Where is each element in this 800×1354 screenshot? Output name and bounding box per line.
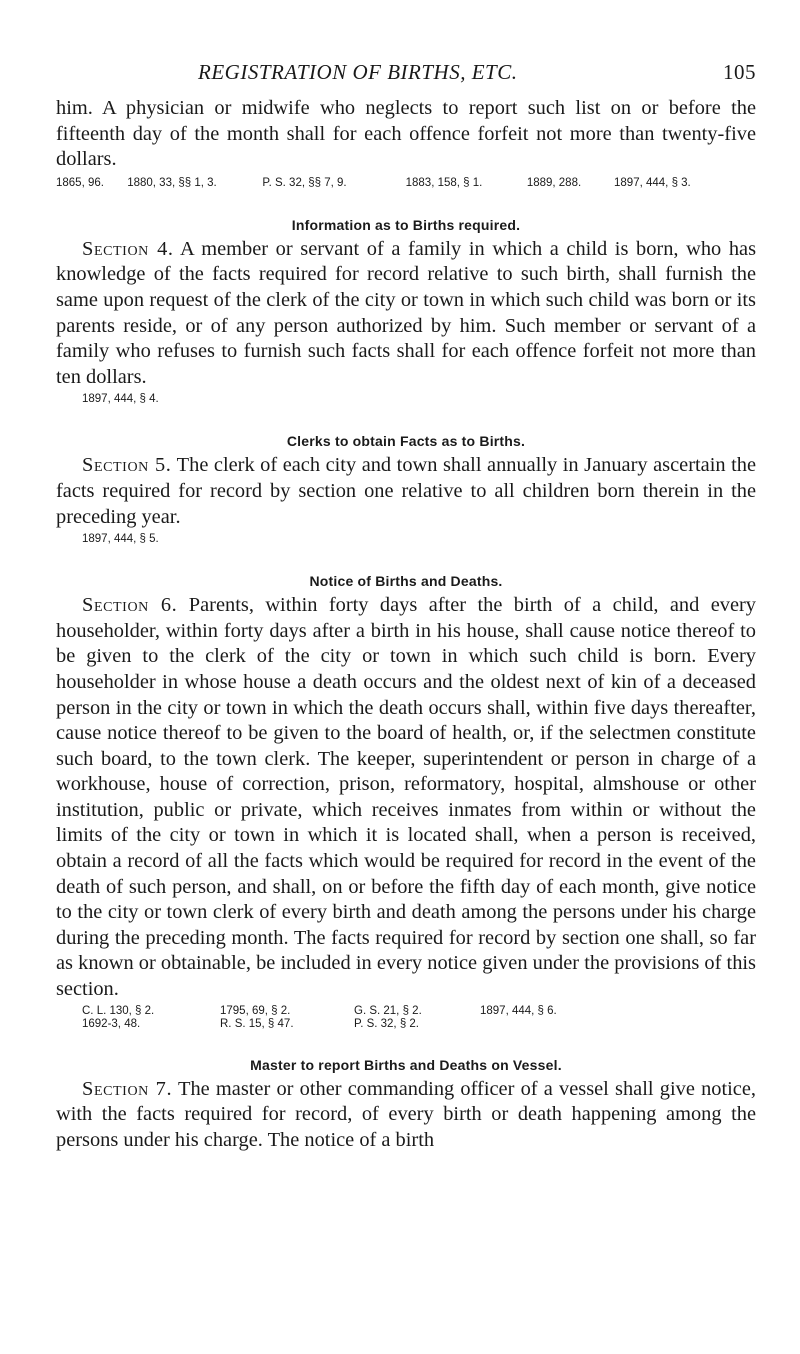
citation: 1889, 288. [526,176,582,189]
section-paragraph [56,453,756,530]
citation-table [82,1005,756,1031]
citation-line [56,176,756,191]
section-text: The clerk of each city and town shall annually in January ascertain the facts required for record by section one relative to all children born therein in the preceding year. [56,454,757,528]
citation: 1897, 444, § 5. [82,533,159,546]
section-label: Section 4. [82,237,174,260]
citation: 1692-3, 48. [82,1017,141,1030]
section-text: A member or servant of a family in which a child is born, who has knowledge of the facts required for record relative to such birth, shall furnish the same upon request of the clerk of the city or town in which such child was born or its parents reside, or of any person authorized by him. Such member or servant of a family who refuses to furnish such facts shall for each offence forfeit not more than ten dollars. [56,237,757,388]
citation: 1883, 158, § 1. [405,176,483,189]
citation: 1795, 69, § 2. [220,1004,291,1017]
section-heading: Notice of Births and Deaths. [309,573,503,590]
section-heading: Information as to Births required. [291,216,521,233]
section-label: Section 7. [82,1077,173,1100]
running-title: REGISTRATION OF BIRTHS, ETC. [198,60,518,84]
citation: R. S. 15, § 47. [220,1017,294,1030]
document-page [56,60,756,1153]
citation: P. S. 32, § 2. [354,1017,420,1030]
continuation-paragraph: him. A physician or midwife who neglects to report such list on or before the fifteenth day of the month shall for each offence forfeit not more than twenty-five dollars. [56,97,756,171]
citation: 1897, 444, § 4. [82,393,159,406]
citation-line [82,392,756,407]
section-heading: Master to report Births and Deaths on Vessel. [250,1056,562,1073]
citation: G. S. 21, § 2. [354,1004,422,1017]
section-paragraph [56,1077,756,1154]
citation: 1865, 96. [56,176,104,189]
citation: P. S. 32, §§ 7, 9. [262,176,347,189]
citation: 1897, 444, § 3. [614,176,691,189]
citation: 1880, 33, §§ 1, 3. [127,176,217,189]
section-text: The master or other commanding officer of a vessel shall give notice, with the facts required for record, of every birth or death happening among the persons under his charge. The notice of a birth [56,1077,756,1151]
section-label: Section 6. [82,594,178,617]
section-paragraph [56,593,756,1003]
section-label: Section 5. [82,454,172,477]
page-number: 105 [723,60,756,84]
citation: 1897, 444, § 6. [480,1004,557,1017]
running-head [56,60,756,88]
citation [480,1018,600,1031]
citation-line [82,532,756,547]
citation: C. L. 130, § 2. [82,1004,155,1017]
section-paragraph [56,237,756,391]
section-heading: Clerks to obtain Facts as to Births. [286,433,526,450]
section-text: Parents, within forty days after the birth of a child, and every householder, within forty days after a birth in his house, shall cause notice thereof to be given to the clerk of the city or town in which such child is born. Every householder in whose house a death occurs and the oldest next of kin of a deceased person in the city or town in which the death occurs shall, within five days thereafter, cause notice thereof to be given to the board of health, or, if the selectmen constitute such board, to the town clerk. The keeper, superintendent or person in charge of a workhouse, house of correction, prison, reformatory, hospital, almshouse or other institution, public or private, which receives inmates from within or without the limits of the city or town in which it is located shall, when a person is received, obtain a record of all the facts which would be required for record in the event of the death of such person, and shall, on or before the fifth day of each month, give notice to the city or town clerk of every birth and death among the persons under his charge during the preceding month. The facts required for record by section one shall, so far as known or obtainable, be included in every notice given under the provisions of this section. [56,594,756,1001]
